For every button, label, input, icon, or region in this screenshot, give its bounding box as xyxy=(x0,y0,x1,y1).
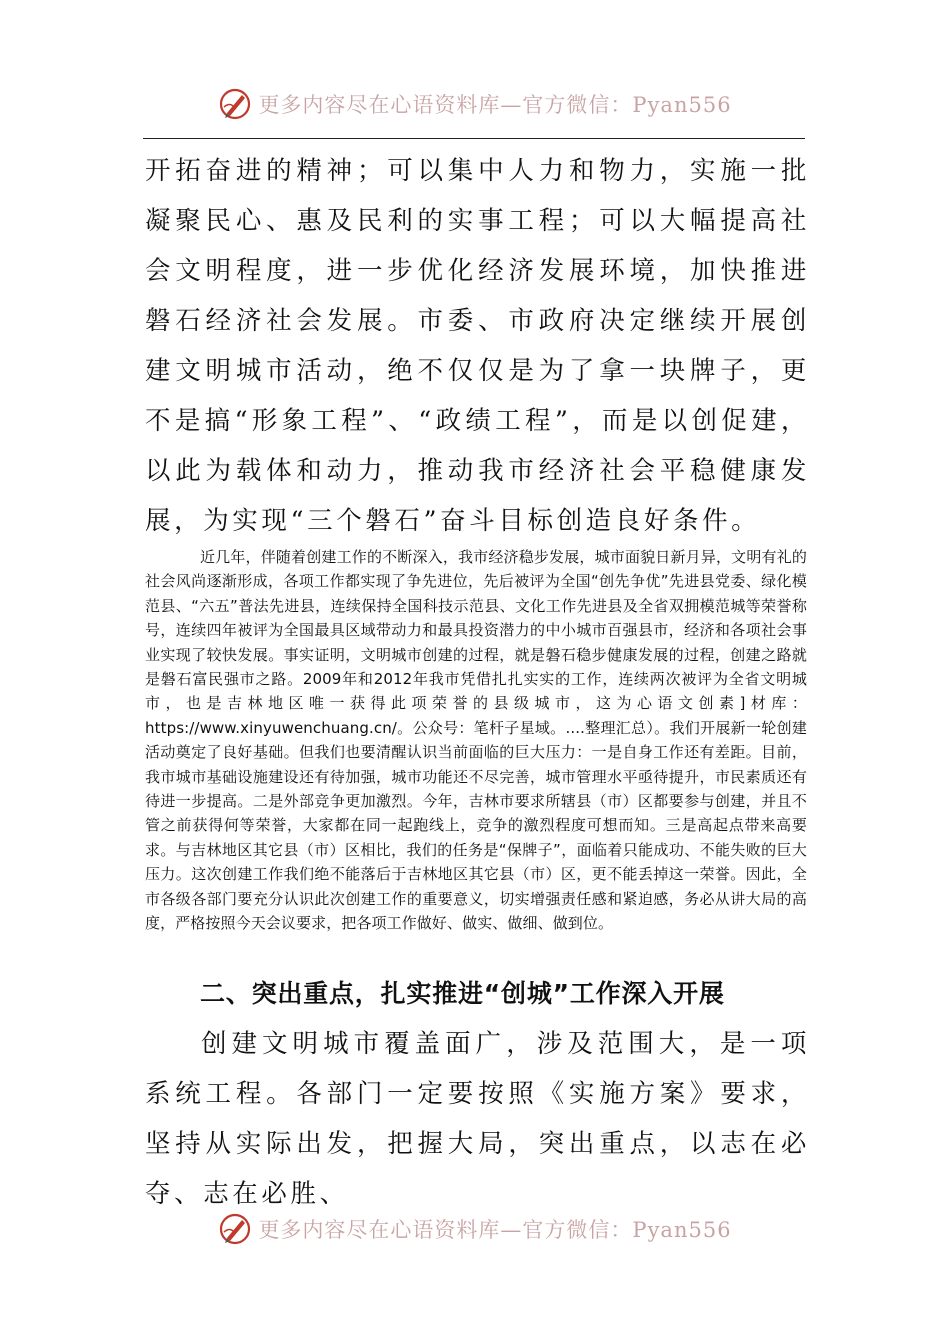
header-divider xyxy=(143,138,805,139)
footer-banner-text: 更多内容尽在心语资料库—官方微信：Pyan556 xyxy=(258,1218,732,1242)
body-paragraph-2: 近几年，伴随着创建工作的不断深入，我市经济稳步发展，城市面貌日新月异，文明有礼的社会风尚逐渐形成，各项工作都实现了争先进位，先后被评为全国“创先争优”先进县党委、绿化模范县、“六五”普法先进县，连续保持全国科技示范县、文化工作先进县及全省双拥模范城等荣誉称号，连续四年被评为全国最具区域带动力和最具投资潜力的中小城市百强县市，经济和各项社会事业实现了较快发展。事实证明，文明城市创建的过程，就是磐石稳步健康发展的过程，创建之路就是磐石富民强市之路。2009年和2012年我市凭借扎扎实实的工作，连续两次被评为全省文明城市，也是吉林地区唯一获得此项荣誉的县级城市，这为心语文创素]材库：https://www.xinyuwenchuang.cn/。公众号：笔杆子星域。....整理汇总）。我们开展新一轮创建活动奠定了良好基础。但我们也要清醒认识当前面临的巨大压力：一是自身工作还有差距。目前，我市城市基础设施建设还有待加强，城市功能还不尽完善，城市管理水平亟待提升，市民素质还有待进一步提高。二是外部竞争更加激烈。今年，吉林市要求所辖县（市）区都要参与创建，并且不管之前获得何等荣誉，大家都在同一起跑线上，竞争的激烈程度可想而知。三是高起点带来高要求。与吉林地区其它县（市）区相比，我们的任务是“保牌子”，面临着只能成功、不能失败的巨大压力。这次创建工作我们绝不能落后于吉林地区其它县（市）区，更不能丢掉这一荣誉。因此，全市各级各部门要充分认识此次创建工作的重要意义，切实增强责任感和紧迫感，务必从讲大局的高度，严格按照今天会议要求，把各项工作做好、做实、做细、做到位。 xyxy=(145,548,807,933)
page-header xyxy=(0,80,950,128)
body-paragraph-3: 创建文明城市覆盖面广，涉及范围大，是一项系统工程。各部门一定要按照《实施方案》要求，坚持从实际出发，把握大局，突出重点，以志在必夺、志在必胜、 xyxy=(145,1029,810,1209)
pen-logo-icon xyxy=(218,87,252,121)
header-banner-text: 更多内容尽在心语资料库—官方微信：Pyan556 xyxy=(258,93,732,117)
pen-logo-icon xyxy=(218,1212,252,1246)
section-heading: 二、突出重点，扎实推进“创城”工作深入开展 xyxy=(200,979,725,1008)
body-paragraph-1: 开拓奋进的精神；可以集中人力和物力，实施一批凝聚民心、惠及民利的实事工程；可以大幅提高社会文明程度，进一步优化经济发展环境，加快推进磐石经济社会发展。市委、市政府决定继续开展创建文明城市活动，绝不仅仅是为了拿一块牌子，更不是搞“形象工程”、“政绩工程”，而是以创促建，以此为载体和动力，推动我市经济社会平稳健康发展，为实现“三个磐石”奋斗目标创造良好条件。 xyxy=(145,156,810,536)
page-footer xyxy=(0,1205,950,1253)
